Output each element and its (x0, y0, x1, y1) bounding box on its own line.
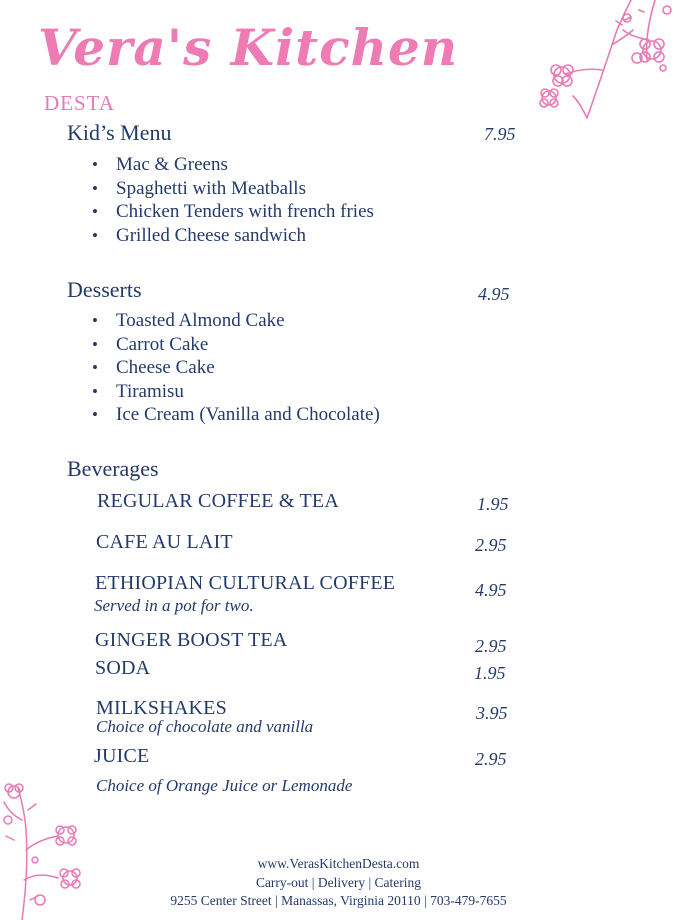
restaurant-logo-title: Vera's Kitchen (38, 18, 459, 77)
footer-services: Carry-out | Delivery | Catering (255, 875, 422, 890)
list-item: • Grilled Cheese sandwich (92, 224, 374, 248)
beverage-price: 4.95 (475, 580, 507, 600)
beverage-price: 2.95 (475, 749, 507, 769)
list-item: • Tiramisu (92, 380, 380, 404)
desserts-title: Desserts (67, 277, 142, 302)
beverage-description: Served in a pot for two. (94, 596, 254, 615)
desserts-price: 4.95 (478, 284, 510, 304)
beverage-price: 2.95 (475, 636, 507, 656)
beverage-description: Choice of Orange Juice or Lemonade (96, 776, 353, 795)
floral-top-right-icon (527, 0, 677, 120)
beverage-name: ETHIOPIAN CULTURAL COFFEE (95, 572, 396, 594)
beverage-price: 2.95 (475, 535, 507, 555)
kids-menu-list (92, 153, 374, 247)
kids-menu-price: 7.95 (484, 124, 516, 144)
beverage-name: REGULAR COFFEE & TEA (97, 490, 339, 512)
beverage-price: 3.95 (476, 703, 508, 723)
list-item: • Cheese Cake (92, 356, 380, 380)
beverage-price: 1.95 (477, 494, 509, 514)
list-item: • Ice Cream (Vanilla and Chocolate) (92, 403, 380, 427)
restaurant-subtitle: DESTA (44, 91, 115, 115)
list-item: • Carrot Cake (92, 333, 380, 357)
beverages-title: Beverages (67, 456, 159, 481)
beverage-price: 1.95 (474, 663, 506, 683)
beverage-name: SODA (95, 657, 151, 679)
beverage-description: Choice of chocolate and vanilla (96, 717, 314, 736)
beverage-name: JUICE (94, 745, 150, 767)
list-item: • Mac & Greens (92, 153, 374, 177)
footer-address: 9255 Center Street | Manassas, Virginia 20110 | 703-479-7655 (170, 893, 507, 908)
beverage-name: GINGER BOOST TEA (95, 629, 288, 651)
list-item: • Spaghetti with Meatballs (92, 177, 374, 201)
footer-website: www.VerasKitchenDesta.com (257, 856, 420, 871)
list-item: • Toasted Almond Cake (92, 309, 380, 333)
beverage-name: CAFE AU LAIT (96, 531, 233, 553)
desserts-list (92, 309, 380, 427)
list-item: • Chicken Tenders with french fries (92, 200, 374, 224)
kids-menu-title: Kid’s Menu (67, 120, 172, 145)
beverage-name: MILKSHAKES (96, 697, 227, 719)
